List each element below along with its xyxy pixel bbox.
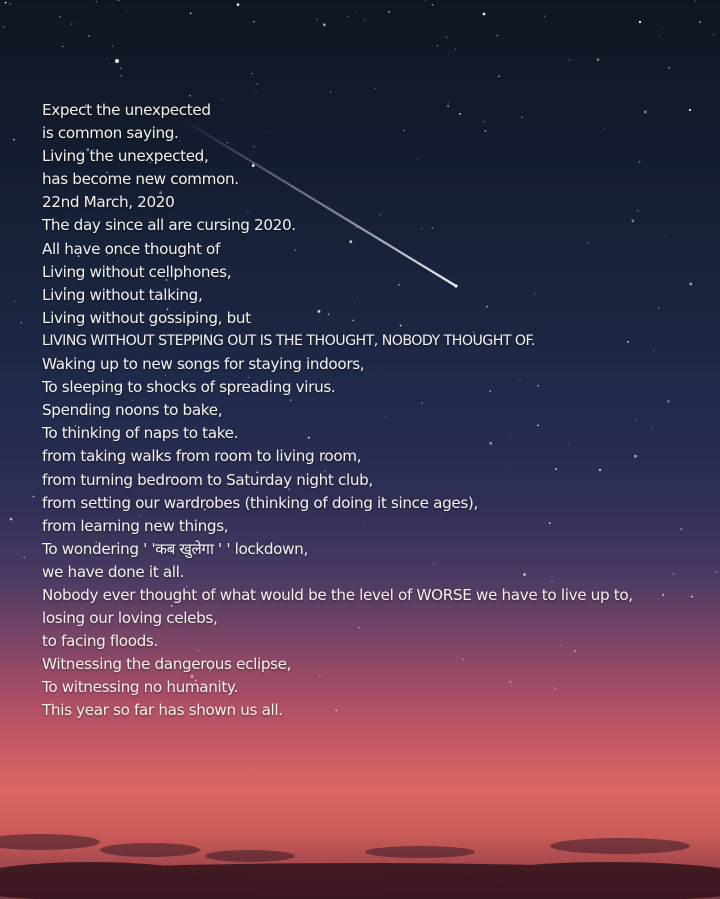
poem-line: Living without talking,	[42, 285, 203, 304]
poem-line: To wondering ' 'कब खुलेगा ' ' lockdown,	[42, 539, 308, 558]
poem-line: Waking up to new songs for staying indoors,	[42, 355, 365, 374]
poem-line: losing our loving celebs,	[42, 609, 218, 628]
poem-line: is common saying.	[42, 124, 179, 143]
poem-line: To thinking of naps to take.	[42, 424, 239, 443]
poem-line: To witnessing no humanity.	[42, 678, 238, 697]
poem-line: To sleeping to shocks of spreading virus.	[42, 378, 336, 397]
poem-line: we have done it all.	[42, 562, 184, 581]
poem-line: Witnessing the dangerous eclipse,	[42, 655, 292, 674]
poem-line: from taking walks from room to living room,	[42, 447, 362, 466]
poem-line: Nobody ever thought of what would be the level of WORSE we have to live up to,	[42, 585, 633, 604]
poem-line: from setting our wardrobes (thinking of doing it since ages),	[42, 493, 478, 512]
poem-line: Living the unexpected,	[42, 147, 209, 166]
poem-line: All have once thought of	[42, 239, 220, 258]
poem-line: Living without cellphones,	[42, 262, 232, 281]
poem-line: from turning bedroom to Saturday night club,	[42, 470, 373, 489]
poem-line: has become new common.	[42, 170, 239, 189]
poem-line: Living without gossiping, but	[42, 308, 251, 327]
poem-line: This year so far has shown us all.	[42, 701, 283, 720]
poem-line: Expect the unexpected	[42, 101, 211, 119]
poem-line: 22nd March, 2020	[42, 193, 175, 212]
poem-line: from learning new things,	[42, 516, 229, 535]
poem-line: to facing floods.	[42, 632, 158, 651]
poem-line: Spending noons to bake,	[42, 401, 223, 420]
poem-line: The day since all are cursing 2020.	[42, 216, 296, 235]
poem-text	[42, 99, 702, 723]
poem-line-emphasis: LIVING WITHOUT STEPPING OUT IS THE THOUGHT, NOBODY THOUGHT OF.	[42, 332, 535, 349]
